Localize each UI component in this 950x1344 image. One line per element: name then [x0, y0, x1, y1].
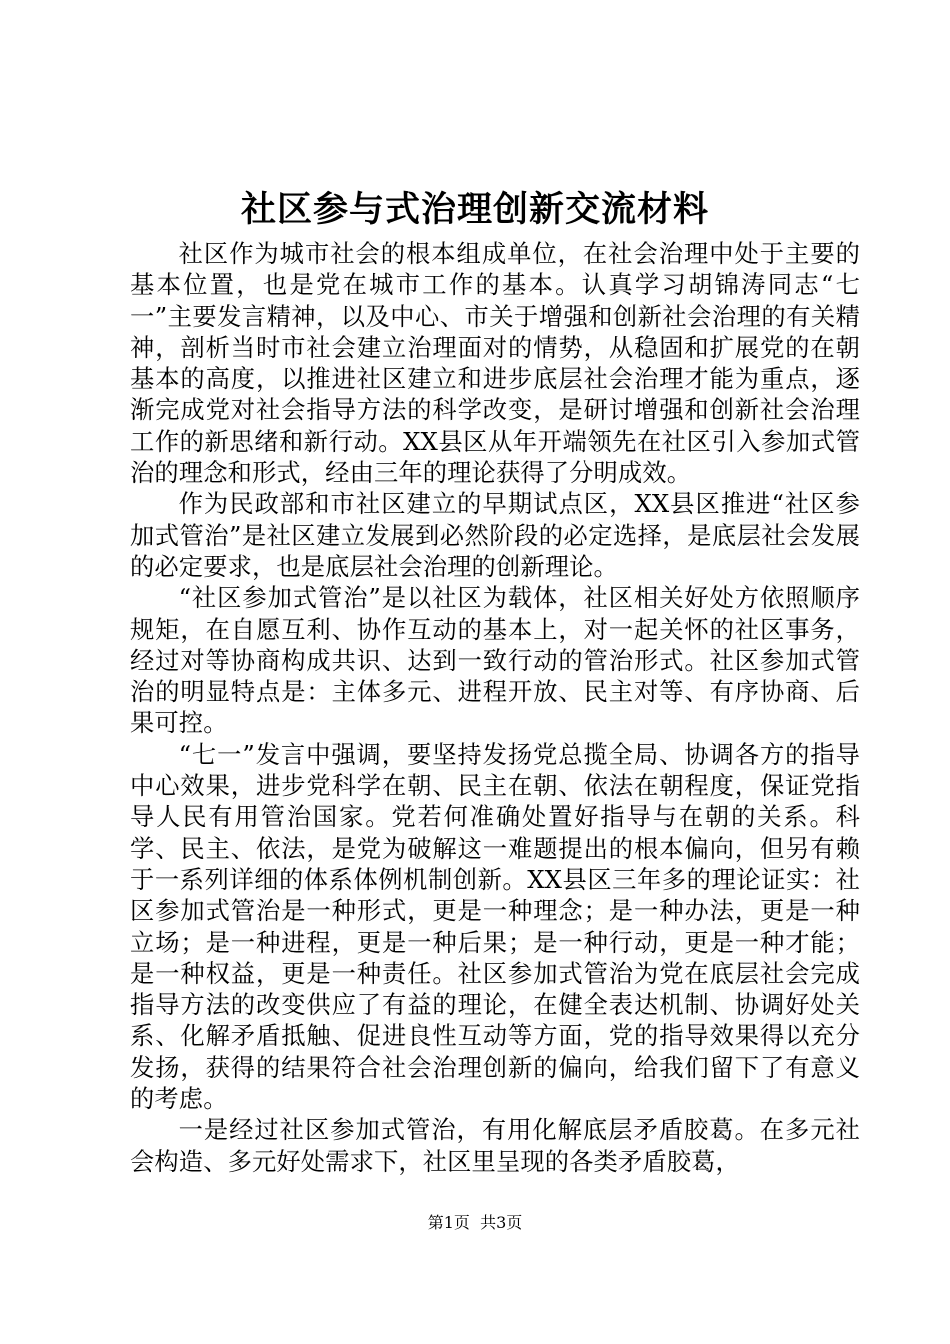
paragraph-2: 作为民政部和市社区建立的早期试点区，XX县区推进“社区参加式管治”是社区建立发展到必然阶段的必定选择，是底层社会发展的必定要求，也是底层社会治理的创新理论。 — [130, 489, 860, 581]
paragraph-3: “社区参加式管治”是以社区为载体，社区相关好处方依照顺序规矩，在自愿互利、协作互动的基本上，对一起关怀的社区事务，经过对等协商构成共识、达到一致行动的管治形式。社区参加式管治的明显特点是：主体多元、进程开放、民主对等、有序协商、后果可控。 — [130, 583, 860, 738]
paragraph-1: 社区作为城市社会的根本组成单位，在社会治理中处于主要的基本位置，也是党在城市工作的基本。认真学习胡锦涛同志“七一”主要发言精神，以及中心、市关于增强和创新社会治理的有关精神，剖析当时市社会建立治理面对的情势，从稳固和扩展党的在朝基本的高度，以推进社区建立和进步底层社会治理才能为重点，逐渐完成党对社会指导方法的科学改变，是研讨增强和创新社会治理工作的新思绪和新行动。XX县区从年开端领先在社区引入参加式管治的理念和形式，经由三年的理论获得了分明成效。 — [130, 239, 860, 488]
document-body — [130, 238, 860, 1177]
paragraph-4: “七一”发言中强调，要坚持发扬党总揽全局、协调各方的指导中心效果，进步党科学在朝、民主在朝、依法在朝程度，保证党指导人民有用管治国家。党若何准确处置好指导与在朝的关系。科学、民主、依法，是党为破解这一难题提出的根本偏向，但另有赖于一系列详细的体系体例机制创新。XX县区三年多的理论证实：社区参加式管治是一种形式，更是一种理念；是一种办法，更是一种立场；是一种进程，更是一种后果；是一种行动，更是一种才能；是一种权益，更是一种责任。社区参加式管治为党在底层社会完成指导方法的改变供应了有益的理论，在健全表达机制、协调好处关系、化解矛盾抵触、促进良性互动等方面，党的指导效果得以充分发扬，获得的结果符合社会治理创新的偏向，给我们留下了有意义的考虑。 — [130, 739, 860, 1114]
page-number: 第1页 — [427, 1213, 470, 1232]
document-title: 社区参与式治理创新交流材料 — [240, 189, 709, 230]
page-footer — [0, 1212, 950, 1234]
page-total: 共3页 — [480, 1213, 523, 1232]
paragraph-5: 一是经过社区参加式管治，有用化解底层矛盾胶葛。在多元社会构造、多元好处需求下，社区里呈现的各类矛盾胶葛， — [130, 1115, 860, 1176]
